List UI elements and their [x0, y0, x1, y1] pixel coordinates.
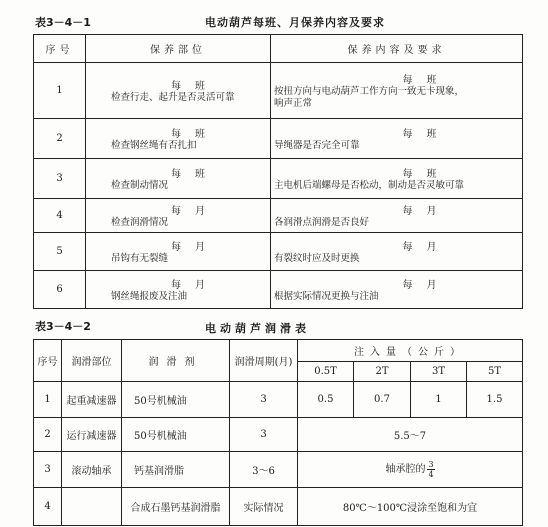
row-part — [62, 488, 122, 526]
row-period: 3～6 — [230, 452, 298, 488]
fraction-numerator: 3 — [428, 460, 434, 469]
row-no: 2 — [34, 119, 86, 159]
table-row — [34, 271, 523, 309]
capacity-header: 0.5T — [298, 362, 354, 382]
row-content: 主电机后端螺母是否松动，制动是否灵敏可靠 — [274, 180, 465, 191]
table-row — [34, 382, 523, 418]
row-frequency: 每班 — [402, 169, 451, 180]
row-period: 3 — [230, 418, 298, 452]
row-part: 运行减速器 — [62, 418, 122, 452]
row-part: 检查行走、起升是否灵活可靠 — [111, 92, 235, 103]
row-amount-merged — [298, 452, 523, 488]
table-row — [34, 418, 523, 452]
lubrication-table — [33, 339, 523, 526]
row-period: 实际情况 — [230, 488, 298, 526]
table-row — [34, 199, 523, 233]
row-part: 检查润滑情况 — [111, 217, 169, 228]
table-row — [34, 488, 523, 526]
row-content: 导绳器是否完全可靠 — [274, 140, 360, 151]
row-part: 检查制动情况 — [111, 180, 169, 191]
table-row — [34, 159, 523, 199]
row-content: 各润滑点润滑是否良好 — [274, 217, 370, 228]
col-header-part: 润滑部位 — [62, 340, 122, 382]
row-content: 有裂纹时应及时更换 — [274, 253, 360, 264]
row-frequency: 每月 — [402, 206, 451, 217]
table2-caption — [35, 318, 91, 334]
table-row — [34, 452, 523, 488]
row-no: 5 — [34, 233, 86, 271]
row-content: 根据实际情况更换与注油 — [274, 291, 379, 302]
row-amount: 1.5 — [467, 382, 523, 418]
row-part: 吊钩有无裂缝 — [111, 253, 169, 264]
table-row — [34, 119, 523, 159]
row-frequency: 每班 — [171, 81, 219, 92]
row-no: 3 — [34, 452, 62, 488]
row-amount-merged: 80℃～100℃浸涂至饱和为宜 — [298, 488, 523, 526]
row-frequency: 每班 — [402, 75, 451, 86]
row-frequency: 每班 — [402, 129, 451, 140]
table-row — [34, 233, 523, 271]
row-period: 3 — [230, 382, 298, 418]
table-row — [34, 63, 523, 119]
col-header-no: 序号 — [34, 340, 62, 382]
row-no: 2 — [34, 418, 62, 452]
row-content: 按扭方向与电动葫芦工作方向一致无卡现象，响声正常 — [274, 86, 465, 109]
table1-number: 表3－4－1 — [35, 16, 91, 29]
row-no: 4 — [34, 199, 86, 233]
row-no: 4 — [34, 488, 62, 526]
row-part: 钢丝绳报废及注油 — [111, 291, 188, 302]
table1-title: 电动葫芦每班、月保养内容及要求 — [205, 16, 385, 29]
col-header-period: 润滑周期(月) — [230, 340, 298, 382]
row-lubricant: 钙基润滑脂 — [122, 452, 230, 488]
table1-caption — [35, 14, 91, 30]
row-no: 1 — [34, 382, 62, 418]
row-amount: 1 — [411, 382, 467, 418]
col-header-no: 序号 — [34, 35, 86, 63]
fraction — [427, 460, 434, 479]
row-lubricant: 50号机械油 — [122, 382, 230, 418]
row-part: 起重减速器 — [62, 382, 122, 418]
row-lubricant: 50号机械油 — [122, 418, 230, 452]
row-frequency: 每月 — [402, 242, 451, 253]
col-header-content: 保养内容及要求 — [271, 35, 523, 63]
row-no: 6 — [34, 271, 86, 309]
capacity-header: 5T — [467, 362, 523, 382]
row-no: 1 — [34, 63, 86, 119]
row-frequency: 每班 — [171, 129, 219, 140]
col-header-lubricant: 润滑剂 — [122, 340, 230, 382]
amount-text: 轴承腔的 — [385, 464, 426, 475]
fraction-denominator: 4 — [428, 470, 434, 479]
maintenance-table — [33, 34, 523, 309]
table2-number: 表3－4－2 — [35, 320, 91, 333]
row-frequency: 每班 — [171, 169, 219, 180]
row-amount-merged: 5.5～7 — [298, 418, 523, 452]
capacity-header: 3T — [411, 362, 467, 382]
row-lubricant: 合成石墨钙基润滑脂 — [122, 488, 230, 526]
row-amount: 0.7 — [354, 382, 411, 418]
row-part: 检查钢丝绳有否扎扣 — [111, 140, 197, 151]
row-part: 滚动轴承 — [62, 452, 122, 488]
row-no: 3 — [34, 159, 86, 199]
table2-title: 电动葫芦润滑表 — [205, 322, 310, 335]
row-frequency: 每月 — [402, 280, 451, 291]
row-frequency: 每月 — [171, 280, 219, 291]
capacity-header: 2T — [354, 362, 411, 382]
row-frequency: 每月 — [171, 242, 219, 253]
col-header-part: 保养部位 — [86, 35, 271, 63]
col-header-amount: 注入量（公斤） — [298, 340, 523, 362]
row-amount: 0.5 — [298, 382, 354, 418]
row-frequency: 每月 — [171, 206, 219, 217]
